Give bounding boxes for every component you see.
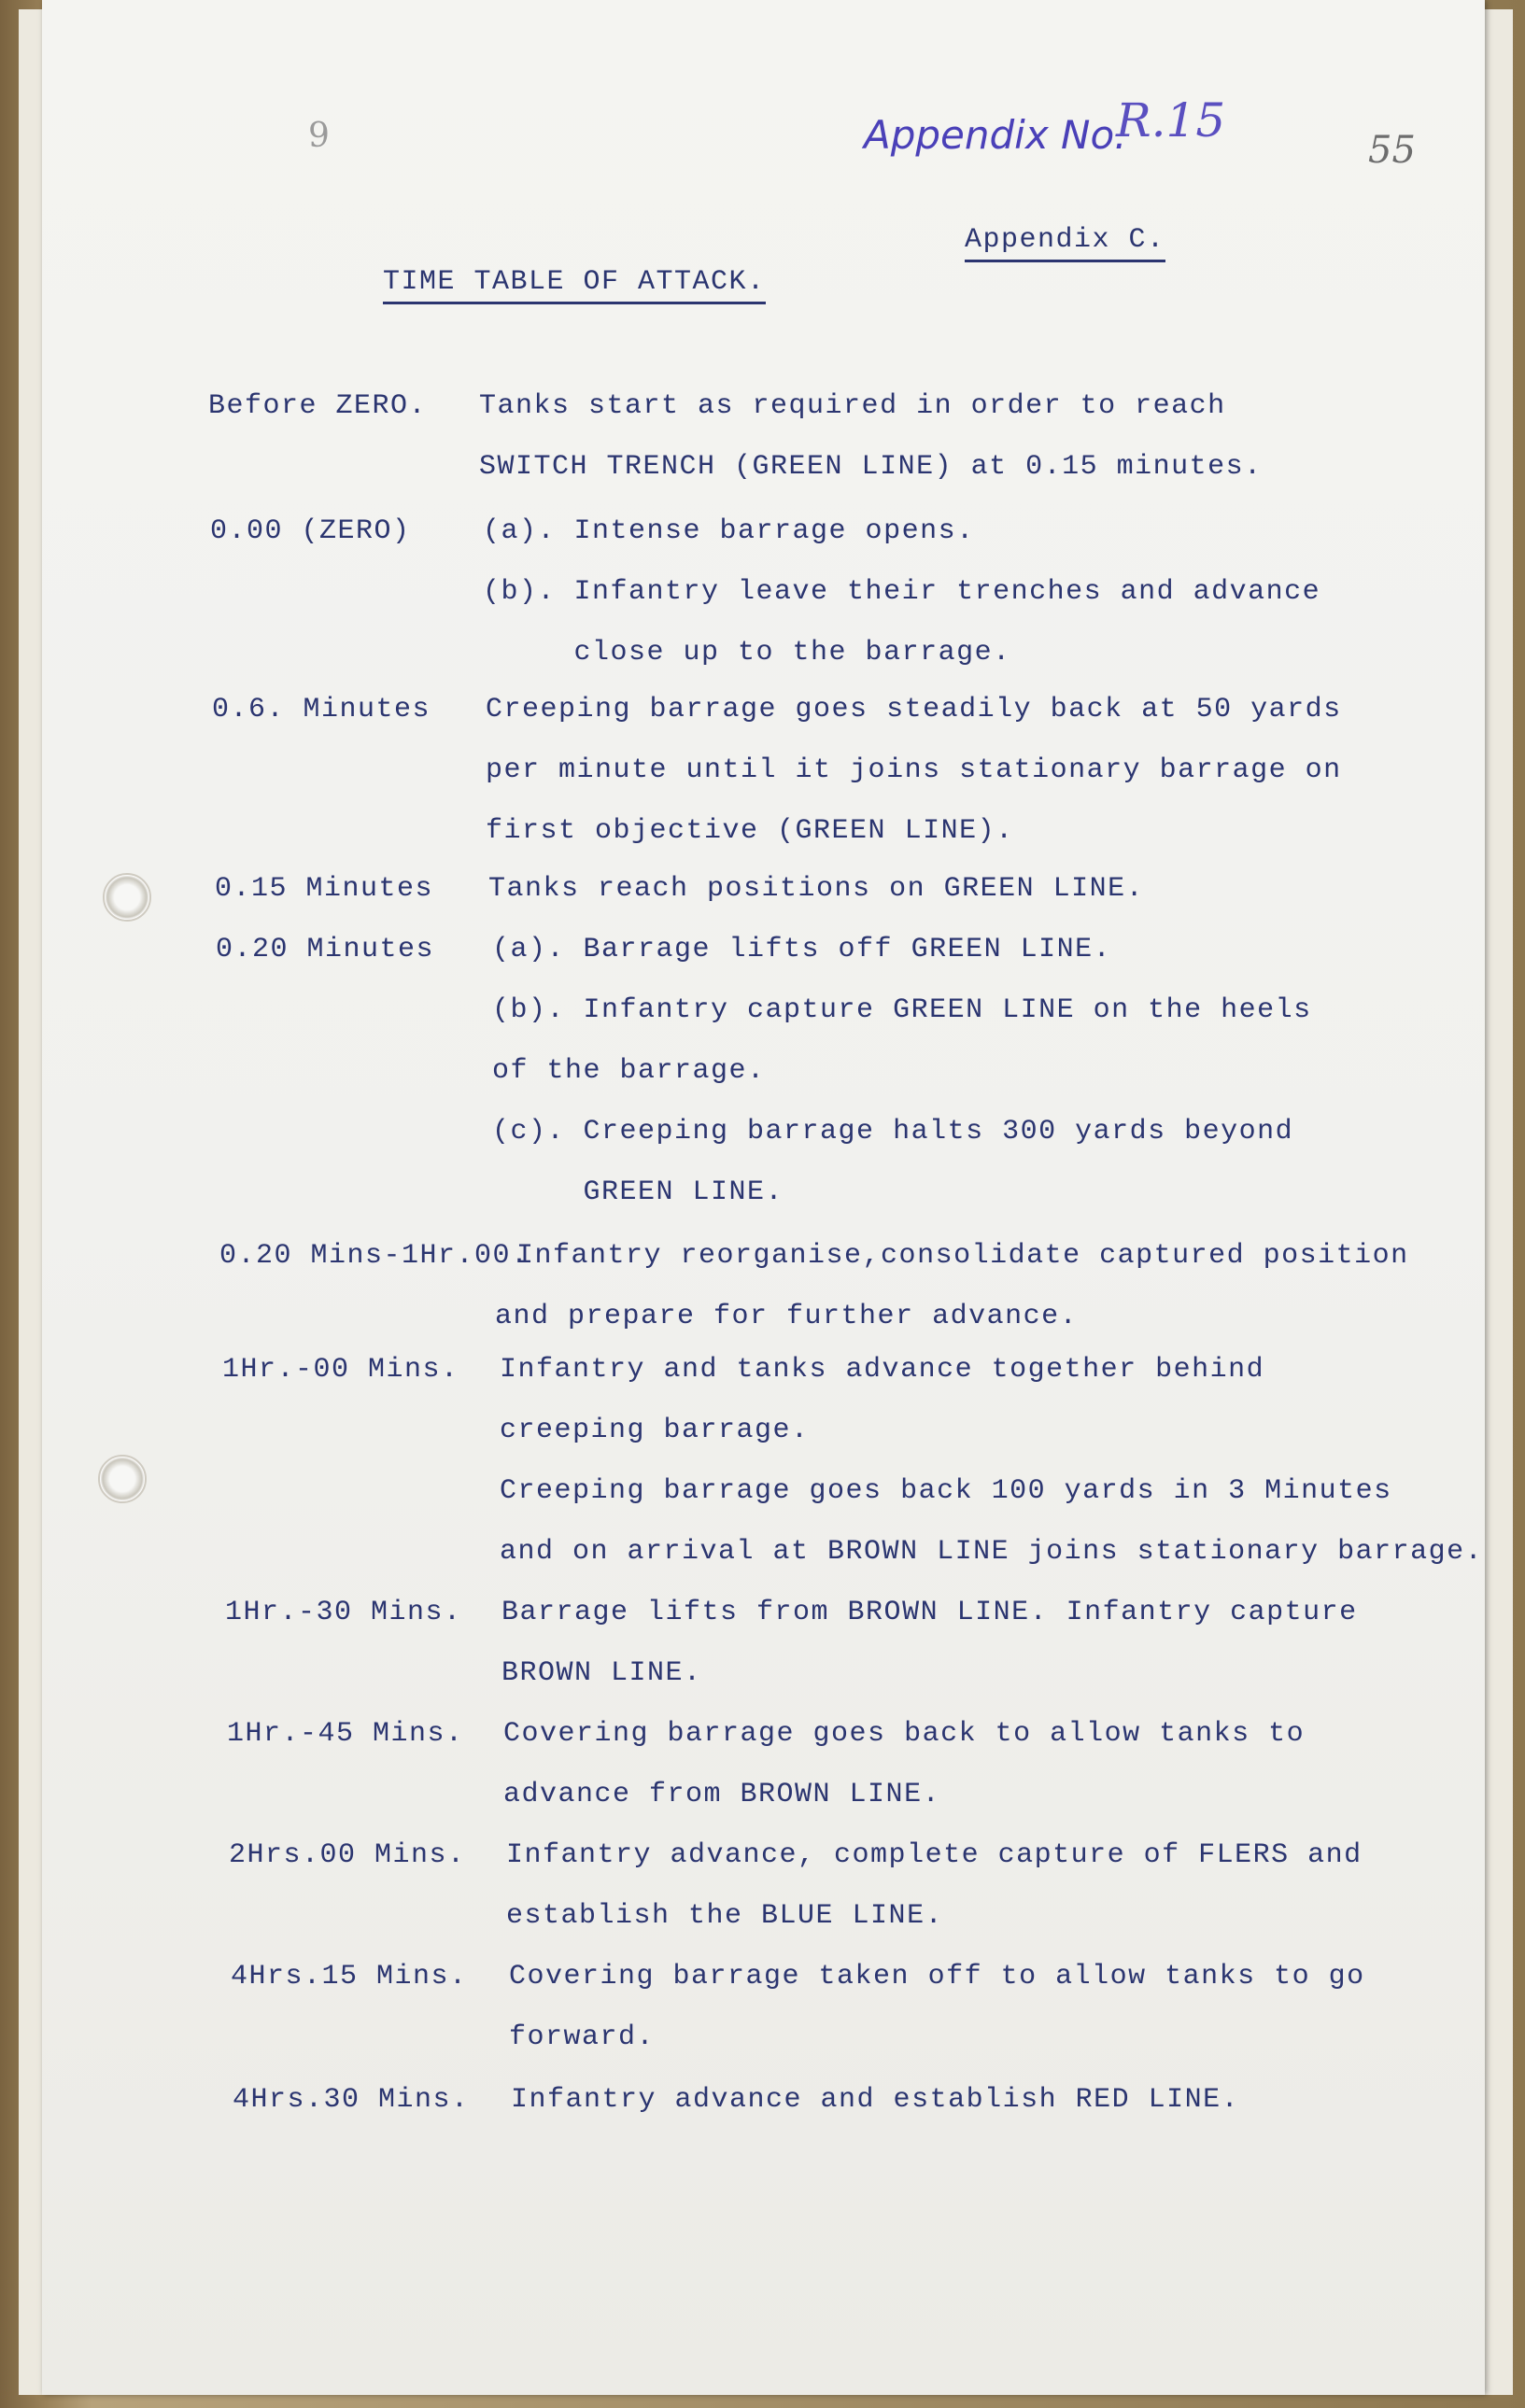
appendix-c-label: Appendix C. [965, 224, 1165, 262]
entry-time: 0.15 Minutes [215, 873, 434, 905]
entry-time: 0.20 Minutes [216, 934, 435, 965]
entry-line: first objective (GREEN LINE). [486, 815, 1014, 847]
entry-line: creeping barrage. [500, 1415, 810, 1446]
punch-hole-bottom [98, 1455, 147, 1503]
entry-time: Before ZERO. [208, 390, 428, 422]
appendix-stamp [864, 112, 1127, 158]
entry-line: advance from BROWN LINE. [503, 1779, 941, 1810]
entry-line: and on arrival at BROWN LINE joins stationary barrage. [500, 1536, 1484, 1568]
punch-hole-top [103, 873, 151, 922]
entry-line: Infantry and tanks advance together behind [500, 1354, 1265, 1386]
entry-line: of the barrage. [492, 1055, 766, 1087]
entry-line: (b). Infantry leave their trenches and advance [483, 576, 1321, 608]
corner-mark: 9 [308, 117, 330, 155]
document-title: TIME TABLE OF ATTACK. [383, 266, 766, 304]
entry-time: 0.00 (ZERO) [210, 515, 411, 547]
entry-time: 0.20 Mins-1Hr.00. [219, 1240, 530, 1272]
entry-line: Barrage lifts from BROWN LINE. Infantry capture [501, 1597, 1358, 1628]
entry-time: 2Hrs.00 Mins. [229, 1839, 466, 1871]
entry-line: Infantry advance, complete capture of FLERS and [506, 1839, 1363, 1871]
entry-line: forward. [509, 2021, 656, 2053]
entry-line: Creeping barrage goes back 100 yards in 3 Minutes [500, 1475, 1392, 1507]
entry-time: 1Hr.-30 Mins. [225, 1597, 462, 1628]
entry-line: Tanks start as required in order to reach [479, 390, 1226, 422]
entry-line: Creeping barrage goes steadily back at 50 yards [486, 694, 1342, 725]
entry-line: Covering barrage taken off to allow tanks to go [509, 1961, 1365, 1993]
entry-time: 4Hrs.15 Mins. [231, 1961, 468, 1993]
entry-line: (c). Creeping barrage halts 300 yards beyond [492, 1116, 1294, 1148]
entry-line: GREEN LINE. [492, 1176, 784, 1208]
entry-line: Covering barrage goes back to allow tanks to [503, 1718, 1306, 1750]
entry-line: (b). Infantry capture GREEN LINE on the heels [492, 994, 1312, 1026]
entry-line: Infantry reorganise,consolidate captured position [516, 1240, 1409, 1272]
entry-line: (a). Barrage lifts off GREEN LINE. [492, 934, 1112, 965]
entry-line: Tanks reach positions on GREEN LINE. [488, 873, 1145, 905]
entry-line: and prepare for further advance. [495, 1301, 1079, 1332]
entry-line: close up to the barrage. [483, 637, 1011, 669]
entry-time: 4Hrs.30 Mins. [233, 2084, 470, 2116]
entry-line: (a). Intense barrage opens. [483, 515, 975, 547]
entry-line: Infantry advance and establish RED LINE. [511, 2084, 1240, 2116]
entry-line: establish the BLUE LINE. [506, 1900, 944, 1932]
appendix-handwritten-number: R.15 [1116, 93, 1226, 148]
page-number: 55 [1368, 129, 1416, 172]
entry-time: 0.6. Minutes [212, 694, 431, 725]
entry-line: BROWN LINE. [501, 1657, 702, 1689]
entry-line: SWITCH TRENCH (GREEN LINE) at 0.15 minutes. [479, 451, 1263, 483]
entry-time: 1Hr.-45 Mins. [227, 1718, 464, 1750]
appendix-stamp-text: Appendix No. [864, 112, 1127, 158]
entry-time: 1Hr.-00 Mins. [222, 1354, 459, 1386]
entry-line: per minute until it joins stationary barrage on [486, 754, 1342, 786]
document-page [42, 0, 1485, 2395]
